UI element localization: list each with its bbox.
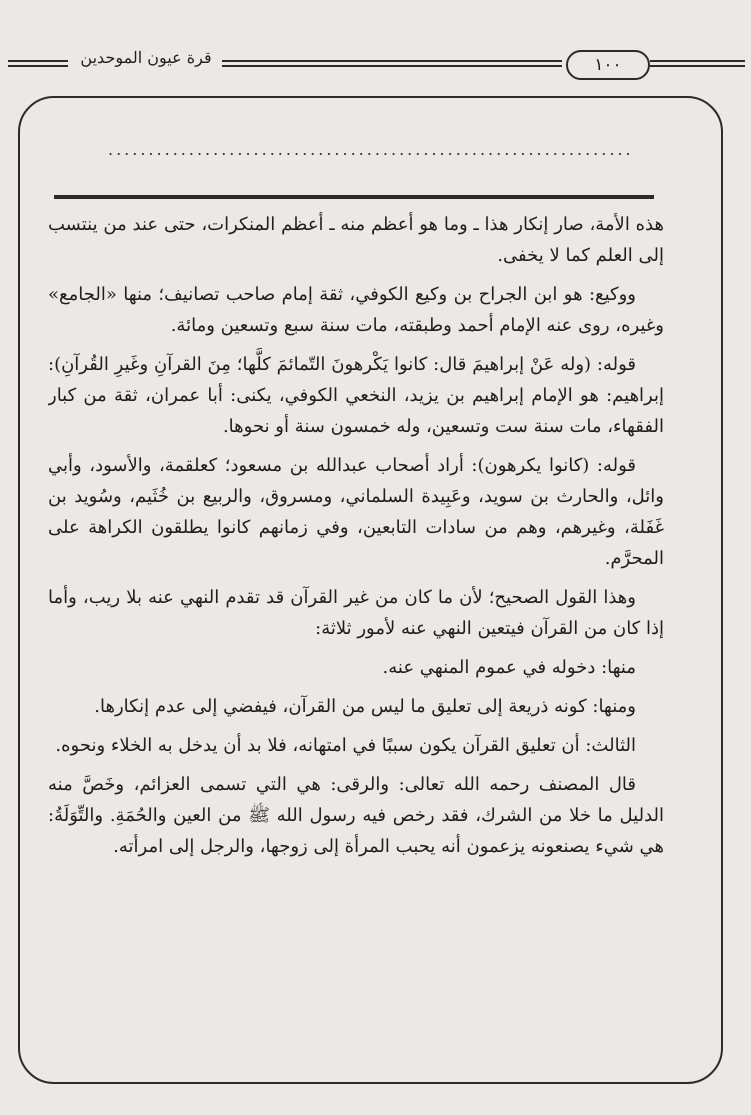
paragraph-3: قوله: (وله عَنْ إبراهيمَ قال: كانوا يَكْرهونَ التّمائمَ كلَّها؛ مِنَ القرآنِ وغَيرِ القُرآنِ): إبراهيم: هو الإمام إبراهيم بن يزيد، النخعي الكوفي، يكنى: أبا عمران، ثقة من كبار الفقهاء، مات سنة ست وتسعين، وله خمسون سنة أو نحوها. — [48, 354, 664, 437]
paragraph-1: هذه الأمة، صار إنكار هذا ـ وما هو أعظم منه ـ أعظم المنكرات، حتى عند من ينتسب إلى العلم كما لا يخفى. — [48, 214, 664, 266]
paragraph-9: قال المصنف رحمه الله تعالى: والرقى: هي التي تسمى العزائم، وخَصَّ منه الدليل ما خلا من الشرك، فقد رخص فيه رسول الله ﷺ من العين والحُمَةِ. والتِّوَلَةُ: هي شيء يصنعونه يزعمون أنه يحبب المرأة إلى زوجها، والرجل إلى امرأته. — [48, 774, 664, 857]
header-rule-left — [8, 60, 68, 67]
dotted-separator: ................................................................. — [108, 140, 634, 159]
body-text — [48, 209, 664, 1069]
paragraph-6: منها: دخوله في عموم المنهي عنه. — [382, 657, 636, 678]
running-title: قرة عيون الموحدين — [80, 48, 212, 67]
paragraph-8: الثالث: أن تعليق القرآن يكون سببًا في امتهانه، فلا بد أن يدخل به الخلاء ونحوه. — [55, 735, 636, 756]
paragraph-5: وهذا القول الصحيح؛ لأن ما كان من غير القرآن قد تقدم النهي عنه بلا ريب، وأما إذا كان من القرآن فيتعين النهي عنه لأمور ثلاثة: — [48, 587, 664, 639]
page-header — [0, 46, 751, 86]
paragraph-7: ومنها: كونه ذريعة إلى تعليق ما ليس من القرآن، فيفضي إلى عدم إنكارها. — [94, 696, 636, 717]
header-rule-middle — [222, 60, 562, 67]
paragraph-4: قوله: (كانوا يكرهون): أراد أصحاب عبدالله بن مسعود؛ كعلقمة، والأسود، وأبي وائل، والحارث بن سويد، وعَبِيدة السلماني، ومسروق، والربيع بن خُثَيم، وسُويد بن غَفَلة، وغيرهم، وهم من سادات التابعين، وفي زمانهم كانوا يطلقون الكراهة على المحرَّم. — [48, 455, 664, 569]
page-number: ١٠٠ — [566, 50, 650, 80]
header-rule-right — [650, 60, 745, 67]
paragraph-2: ووكيع: هو ابن الجراح بن وكيع الكوفي، ثقة إمام صاحب تصانيف؛ منها «الجامع» وغيره، روى عنه الإمام أحمد وطبقته، مات سنة سبع وتسعين ومائة. — [48, 284, 664, 336]
footnote-separator-line — [54, 195, 654, 199]
